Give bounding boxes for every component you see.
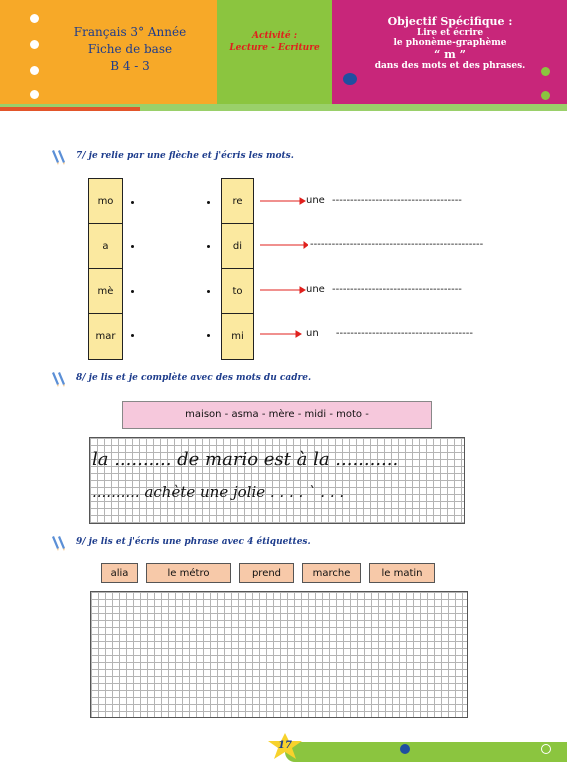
right-syllable: mi xyxy=(231,331,244,342)
connect-dot[interactable] xyxy=(207,334,210,337)
answer-line[interactable] xyxy=(306,195,462,206)
word-label[interactable]: marche xyxy=(302,563,361,583)
handwritten-line: la .......... de mario est à la ........... xyxy=(92,449,399,470)
exercise7-instruction: 7/ je relie par une flèche et j'écris les mots. xyxy=(76,151,294,161)
answer-prefix: un xyxy=(306,328,319,339)
word-label[interactable]: prend xyxy=(239,563,294,583)
header-objective-block xyxy=(350,15,550,71)
writing-grid-9[interactable] xyxy=(90,591,468,718)
objective-line: Lire et écrire xyxy=(416,28,484,38)
objective-title: Objectif Spécifique : xyxy=(387,15,513,28)
binder-hole-icon xyxy=(30,90,39,99)
binder-hole-icon xyxy=(30,66,39,75)
connect-dot[interactable] xyxy=(131,245,134,248)
green-dot-icon xyxy=(541,91,550,100)
answer-prefix: une xyxy=(306,195,325,206)
blue-dot-icon xyxy=(343,73,357,85)
answer-line[interactable] xyxy=(306,284,462,295)
right-syllable: to xyxy=(222,269,253,314)
activity-detail: Lecture - Ecriture xyxy=(229,43,320,53)
left-syllable: mar xyxy=(95,331,116,342)
answer-prefix: une xyxy=(306,284,325,295)
objective-line: dans des mots et des phrases. xyxy=(374,61,526,71)
footer-bar xyxy=(285,742,567,762)
page-number: 17 xyxy=(278,740,292,751)
left-syllable: a xyxy=(89,224,122,269)
connect-dot[interactable] xyxy=(207,290,210,293)
answer-line[interactable] xyxy=(310,239,483,250)
header-activity-block xyxy=(217,30,332,54)
connect-dot[interactable] xyxy=(131,201,134,204)
answer-dashes: ------------------------------------ xyxy=(332,195,462,206)
pencils-icon xyxy=(50,535,68,551)
objective-line: le phonème-graphème xyxy=(393,38,507,48)
binder-hole-icon xyxy=(30,14,39,23)
connect-dot[interactable] xyxy=(131,334,134,337)
left-syllable: mo xyxy=(89,179,122,224)
word-bank: maison - asma - mère - midi - moto - xyxy=(122,401,432,429)
exercise8-instruction: 8/ je lis et je complète avec des mots du cadre. xyxy=(76,373,312,383)
objective-line: “ m ” xyxy=(434,48,466,61)
exercise9-instruction: 9/ je lis et j'écris une phrase avec 4 étiquettes. xyxy=(76,537,311,547)
connect-dot[interactable] xyxy=(207,245,210,248)
header-code: B 4 - 3 xyxy=(110,59,150,73)
word-label[interactable]: alia xyxy=(101,563,138,583)
green-dot-icon xyxy=(541,67,550,76)
pencils-icon xyxy=(50,371,68,387)
arrows-group xyxy=(258,190,308,350)
binder-hole-icon xyxy=(30,40,39,49)
answer-line[interactable] xyxy=(306,328,473,339)
header-subject-block xyxy=(55,24,205,75)
answer-dashes: ------------------------------------------------ xyxy=(310,239,484,250)
green-dot-icon xyxy=(541,744,551,754)
connect-dot[interactable] xyxy=(207,201,210,204)
header-sheet: Fiche de base xyxy=(87,42,173,56)
right-syllable: di xyxy=(222,224,253,269)
activity-title: Activité : xyxy=(251,31,298,41)
header-subject: Français 3° Année xyxy=(73,25,187,39)
left-syllable-column xyxy=(88,178,123,360)
word-label[interactable]: le métro xyxy=(146,563,231,583)
right-syllable: re xyxy=(222,179,253,224)
word-label[interactable]: le matin xyxy=(369,563,435,583)
connect-dot[interactable] xyxy=(131,290,134,293)
header-bottom-accent xyxy=(0,107,140,111)
answer-dashes: ------------------------------------ xyxy=(332,284,462,295)
header-green-panel xyxy=(217,0,332,110)
answer-dashes: -------------------------------------- xyxy=(335,328,473,339)
right-syllable-column xyxy=(221,178,254,360)
handwritten-line: .......... achète une jolie . . . . ` . . . xyxy=(92,483,345,501)
left-syllable: mè xyxy=(89,269,122,314)
pencils-icon xyxy=(50,149,68,165)
blue-dot-icon xyxy=(400,744,410,754)
